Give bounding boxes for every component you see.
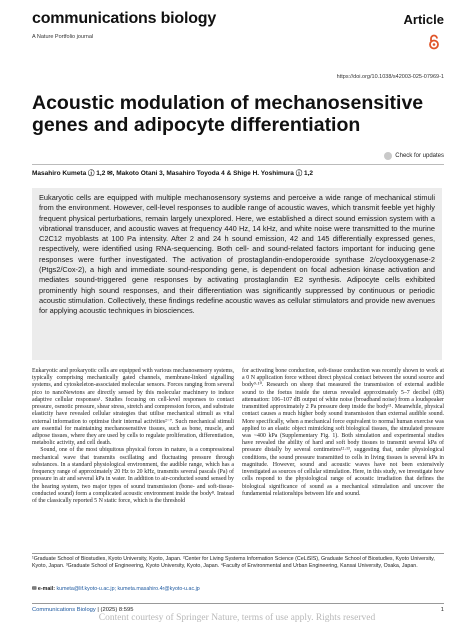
email-label: ✉ e-mail: — [32, 586, 55, 592]
open-access-icon — [427, 34, 441, 50]
email-addresses[interactable]: kumeta@lif.kyoto-u.ac.jp; kumeta.masahiro.4r@kyoto-u.ac.jp — [56, 586, 200, 592]
abstract-box — [32, 188, 442, 360]
body-column-left: Eukaryotic and prokaryotic cells are equipped with various mechanosensory systems, typically comprising mechanically gated channels, membrane-linked signalling systems, and cytoskeleton-associated molecular sensors. Forces ranging from several pico to nanoNewtons are directly sensed by this molecular machinery to induce adaptive cellular responses¹. Studies focusing on cell-level responses to contact pressure, osmotic pressure, shear stress, stretch and compression forces, and substrate elasticity have revealed cellular strategies that utilise mechanical stimuli as vital external information to optimise their internal activities²⁻⁷. Such mechanical stimuli are essential for maintaining mechanosensitive tissues, such as bone, muscle, and adipose tissues, where they are used by cells to regulate proliferation, differentiation, metabolic activity, and cell death. Sound, one of the most ubiquitous physical forces in nature, is a compressional mechanical wave that transmits oscillating and fluctuating pressure through substances. In a standard physiological environment, the audible range, which has a frequency range of approximately 20 Hz to 20 kHz, transmits several pascals (Pa) of pressure in air and several kPa in water. In addition to air-conducted sound sensed by the hearing system, two major types of sound transmission (bone- and soft-tissue-conducted sound) form a complicated acoustic environment inside the body⁸. Instead of the classically reported 5 N static force, which is the threshold — [32, 368, 234, 504]
doi-link[interactable]: https://doi.org/10.1038/s42003-025-07969-1 — [336, 74, 444, 80]
check-updates-icon — [384, 152, 392, 160]
article-type-label: Article — [403, 12, 444, 27]
check-updates-label: Check for updates — [395, 153, 444, 159]
body-column-right: for activating bone conduction, soft-tissue conduction was recently shown to work at a 0 N application force without direct physical contact between the sound source and body⁹·¹⁰. Research on sheep that measured the transmission of external audible sound to the foetus inside the uterus revealed approximately 5–7 decibel (dB) attenuation: 106–107 dB output of white noise (broadband noise) from a loudspeaker transmitted approximately 2 Pa pressure deep inside the body¹¹. Meanwhile, physical contact causes a much higher body sound transmission than external audible sound. More specifically, when a mechanical force equivalent to normal human exercise was applied to an elastic object mimicking soft biological tissues, the simulated pressure was ~400 kPa (Supplementary Fig. 1). Both simulation and experimental studies have revealed the ability of hard and soft body tissues to transmit several kPa of pressure distally by several centimetres¹²·¹³, suggesting that, under physiological conditions, the sound pressure transmitted to cells in living tissues is several kPa in magnitude. However, sound and acoustic waves have not been extensively investigated as sources of cellular stimulation. Here, in this study, we investigate how cells respond to the physiological range of acoustic irradiation that defines the biological significance of sound as a mechanical stimulation and uncover the fundamental relationships between life and sound. — [242, 368, 446, 497]
author-list: Masahiro Kumeta ⓘ 1,2 ✉, Makoto Otani 3, Masahiro Toyoda 4 & Shige H. Yoshimura ⓘ 1,2 — [32, 170, 314, 177]
email-line — [32, 586, 200, 592]
abstract-text: Eukaryotic cells are equipped with multiple mechanosensory systems and perceive a wide range of mechanical stimuli from the environment. However, cell-level responses to audible range of acoustic waves, which transmit feeble yet highly frequent physical perturbations, remain largely unexplored. Here, we established a direct sound emission system with a vibrational transducer, and acoustic waves at frequency 440 Hz, 14 kHz, and white noise were transmitted to the murine C2C12 myoblasts at 100 Pa intensity. After 2 and 24 h sound emission, 42 and 145 differentially expressed genes, respectively, were identified using RNA-sequencing. Both cell- and sound-related factors important for inducing gene responses were further investigated. The activation of prostaglandin-endoperoxide synthase 2/cyclooxygenase-2 (Ptgs2/Cox-2), a high and immediate sound-responding gene, is dependent on focal adhesion kinase activation and mediates sound-triggered gene responses by activating prostaglandin E2 synthesis. Adipocyte cells exhibited prominently high sound responses, and their differentiation was significantly suppressed by continuous or periodic acoustic stimulation. Collectively, these findings redefine acoustic waves as cellular stimulators and provide new avenues for applying acoustic techniques in biosciences. — [39, 193, 435, 316]
footer-volume: | (2025) 8:595 — [97, 607, 134, 613]
check-updates-button[interactable] — [384, 152, 444, 160]
journal-subtitle: A Nature Portfolio journal — [32, 34, 94, 40]
page-number: 1 — [440, 607, 444, 613]
article-title: Acoustic modulation of mechanosensitive genes and adipocyte differentiation — [32, 92, 424, 136]
courtesy-watermark: Content courtesy of Springer Nature, terms of use apply. Rights reserved — [98, 613, 376, 623]
footer-journal: Communications Biology — [32, 607, 96, 613]
title-divider — [32, 164, 444, 165]
affiliations: ¹Graduate School of Biostudies, Kyoto University, Kyoto, Japan. ²Center for Living Systems Information Science (CeLiSIS), Graduate School of Biostudies, Kyoto University, Kyoto, Japan. ³Graduate School of Engineering, Kyoto University, Kyoto, Japan. ⁴Faculty of Environmental and Urban Engineering, Kansai University, Osaka, Japan. — [32, 556, 435, 570]
footer-divider — [32, 603, 444, 604]
footnote-divider — [32, 553, 444, 554]
journal-name: communications biology — [32, 10, 217, 27]
